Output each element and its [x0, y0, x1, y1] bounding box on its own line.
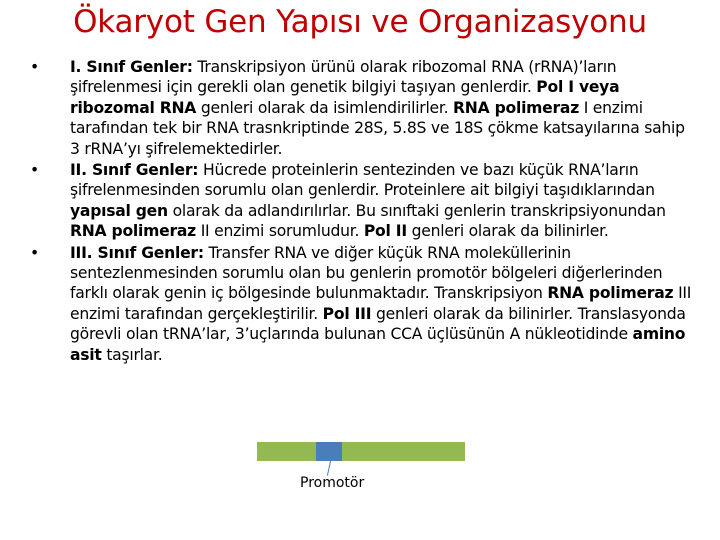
bullet-list [30, 57, 695, 365]
bullet-2-text: Hücrede proteinlerin sentezinden ve bazı küçük RNA’ların şifrelenmesinden sorumlu olan genlerdir. Proteinlere ait bilgiyi taşıdıklarından [70, 161, 655, 200]
bullet-3-text: taşırlar. [101, 345, 163, 364]
promoter-region [316, 442, 342, 461]
bullet-3-heading: III. Sınıf Genler: [70, 243, 204, 262]
bullet-2-text: genleri olarak da bilinirler. [406, 222, 609, 241]
bullet-class-2 [30, 160, 695, 242]
slide-title: Ökaryot Gen Yapısı ve Organizasyonu [73, 4, 647, 40]
bullet-2-term: yapısal gen [70, 201, 168, 220]
bullet-1-text: Transkripsiyon ürünü olarak ribozomal RNA (rRNA)’ların şifrelenmesi için gerekli olan genetik bilgiyi taşıyan genlerdir. [70, 58, 617, 97]
bullet-class-1 [30, 57, 695, 159]
bullet-3-text: Transfer RNA ve diğer küçük RNA moleküllerinin sentezlenmesinden sorumlu olan bu genlerin promotör bölgeleri diğerlerinden farklı olarak genin iç bölgesinde bulunmaktadır. Transkripsiyon [70, 243, 663, 303]
promoter-label: Promotör [300, 475, 365, 491]
bullet-1-term: Pol I veya ribozomal RNA [70, 78, 620, 117]
bullet-1-text: genleri olarak da isimlendirilirler. [196, 98, 454, 117]
gene-bar [257, 442, 465, 461]
bullet-class-3 [30, 243, 695, 365]
bullet-2-term: RNA polimeraz [70, 222, 196, 241]
bullet-2-text: II enzimi sorumludur. [196, 222, 364, 241]
bullet-2-term: Pol II [363, 222, 407, 241]
bullet-1-text: I enzimi tarafından tek bir RNA trasnkriptinde 28S, 5.8S ve 18S çökme katsayılarına sahip 3 rRNA’yı şifrelemektedirler. [70, 98, 685, 158]
bullet-1-heading: I. Sınıf Genler: [70, 58, 193, 76]
bullet-3-term: amino asit [70, 325, 686, 364]
bullet-3-term: RNA polimeraz [547, 284, 674, 303]
bullet-3-text: III enzimi tarafından gerçekleştirilir. [70, 284, 692, 323]
bullet-3-term: Pol III [322, 304, 372, 323]
bullet-1-term: RNA polimeraz [453, 98, 580, 117]
bullet-3-text: genleri olarak da bilinirler. Translasyonda görevli olan tRNA’lar, 3’uçlarında bulunan CCA üçlüsünün A nükleotidinde [70, 304, 686, 344]
bullet-2-heading: II. Sınıf Genler: [70, 161, 199, 180]
bullet-2-text: olarak da adlandırılırlar. Bu sınıftaki genlerin transkripsiyonundan [167, 201, 666, 220]
